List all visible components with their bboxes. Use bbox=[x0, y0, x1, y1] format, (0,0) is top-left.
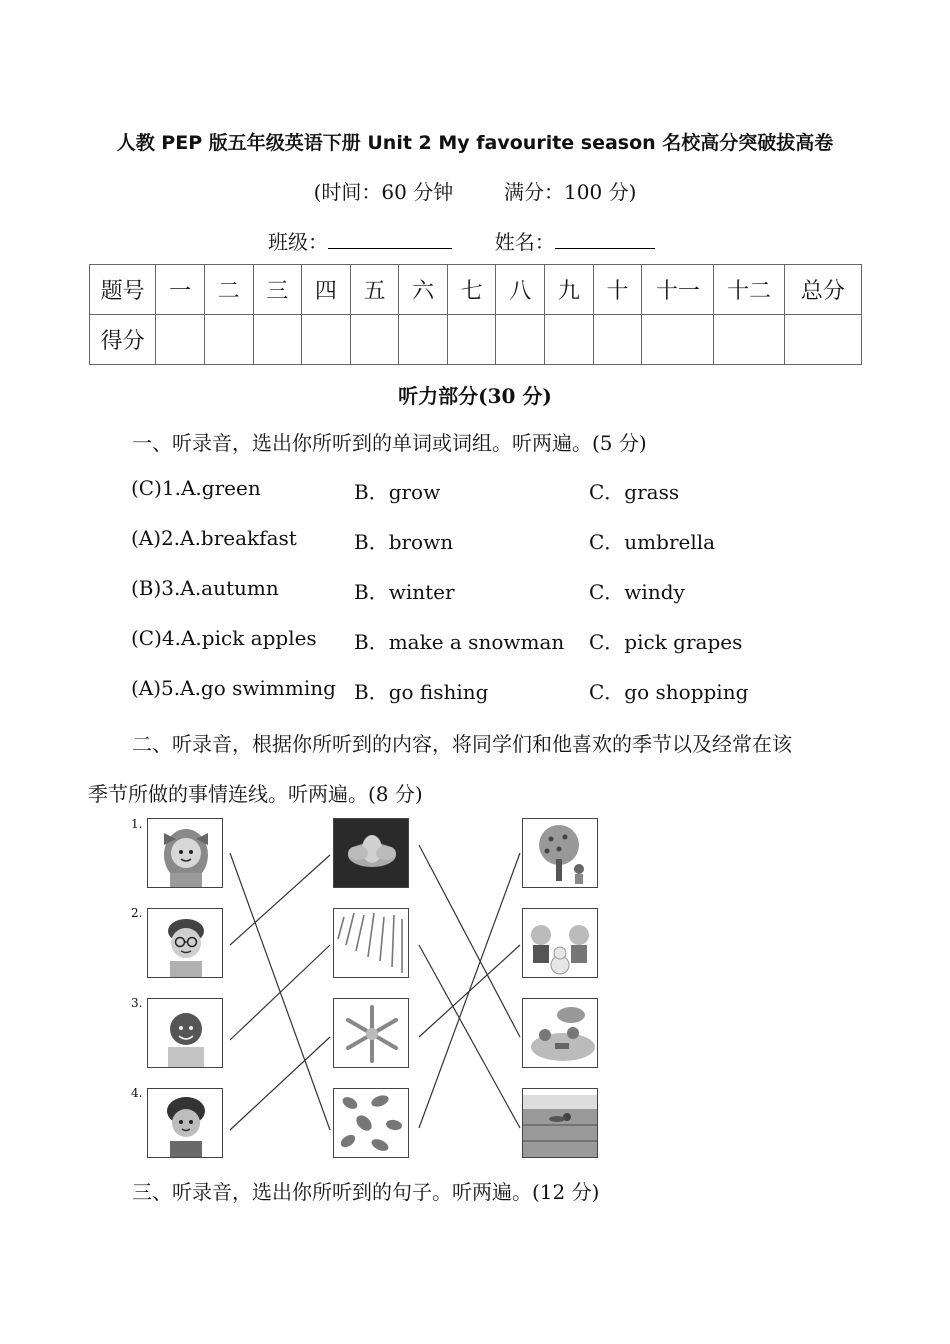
option-a: (C)1.A.green bbox=[131, 476, 261, 500]
option-b: B．go fishing bbox=[354, 680, 489, 704]
option-a: (A)5.A.go swimming bbox=[131, 676, 336, 700]
match-line bbox=[419, 945, 520, 1128]
option-a: (B)3.A.autumn bbox=[131, 576, 279, 600]
match-line bbox=[230, 855, 330, 945]
option-a: (A)2.A.breakfast bbox=[131, 526, 297, 550]
table-cell: 十一 bbox=[642, 265, 714, 315]
match-line bbox=[230, 853, 330, 1130]
table-cell: 八 bbox=[496, 265, 545, 315]
match-line bbox=[419, 853, 520, 1128]
option-b: B．brown bbox=[354, 530, 454, 554]
table-cell: 得分 bbox=[90, 315, 156, 365]
table-cell: 十 bbox=[593, 265, 642, 315]
option-c: C．go shopping bbox=[589, 680, 749, 704]
match-line bbox=[419, 845, 520, 1037]
table-cell: 二 bbox=[204, 265, 253, 315]
page-title: 人教 PEP 版五年级英语下册 Unit 2 My favourite season 名校高分突破拔高卷 bbox=[116, 132, 834, 154]
option-c: C．windy bbox=[589, 580, 685, 604]
table-cell: 总分 bbox=[784, 265, 861, 315]
table-cell: 一 bbox=[156, 265, 205, 315]
table-cell: 九 bbox=[545, 265, 594, 315]
table-cell: 七 bbox=[447, 265, 496, 315]
table-cell: 四 bbox=[302, 265, 351, 315]
table-cell: 六 bbox=[399, 265, 448, 315]
item-number: 3. bbox=[131, 996, 143, 1010]
option-c: C．umbrella bbox=[589, 530, 716, 554]
option-b: B．winter bbox=[354, 580, 455, 604]
question-2-heading-line1: 二、听录音，根据你所听到的内容，将同学们和他喜欢的季节以及经常在该 bbox=[132, 732, 792, 756]
item-number: 1. bbox=[131, 817, 143, 831]
match-line bbox=[230, 1037, 330, 1130]
table-cell: 题号 bbox=[90, 265, 156, 315]
table-cell: 五 bbox=[350, 265, 399, 315]
question-1-heading: 一、听录音，选出你所听到的单词或词组。听两遍。(5 分) bbox=[132, 431, 647, 455]
name-label: 姓名： bbox=[494, 230, 555, 254]
option-c: C．grass bbox=[589, 480, 680, 504]
option-b: B．grow bbox=[354, 480, 441, 504]
class-label: 班级： bbox=[268, 230, 328, 254]
question-3-heading: 三、听录音，选出你所听到的句子。听两遍。(12 分) bbox=[132, 1180, 600, 1204]
option-a: (C)4.A.pick apples bbox=[131, 626, 317, 650]
table-cell: 三 bbox=[253, 265, 302, 315]
match-line bbox=[230, 945, 330, 1040]
option-c: C．pick grapes bbox=[589, 630, 743, 654]
section-heading: 听力部分(30 分) bbox=[398, 384, 552, 408]
question-2-heading-line2: 季节所做的事情连线。听两遍。(8 分) bbox=[88, 782, 423, 806]
table-cell: 十二 bbox=[714, 265, 784, 315]
item-number: 4. bbox=[131, 1086, 143, 1100]
exam-info: (时间：60 分钟 满分：100 分) bbox=[313, 180, 637, 204]
item-number: 2. bbox=[131, 906, 143, 920]
option-b: B．make a snowman bbox=[354, 630, 565, 654]
